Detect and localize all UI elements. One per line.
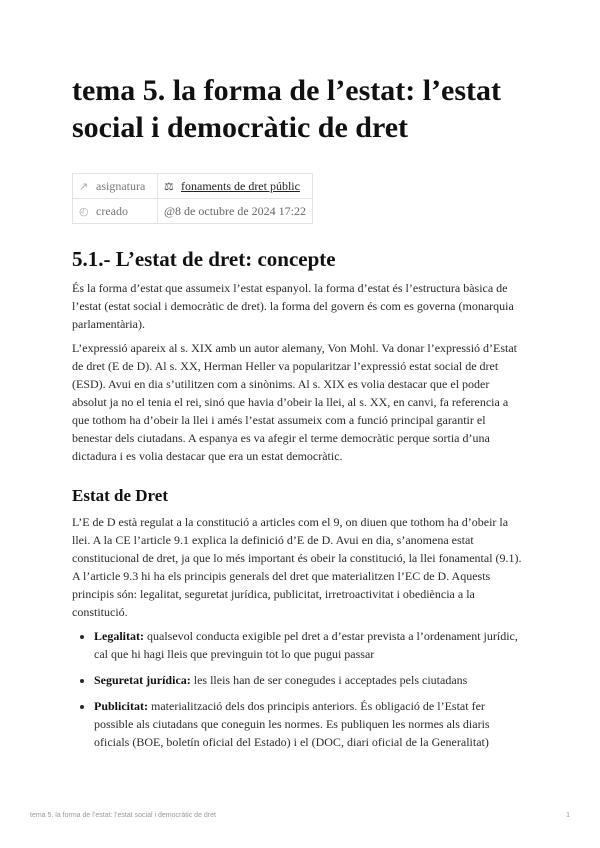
property-row-subject <box>73 174 313 199</box>
list-item-text: materialització dels dos principis anteriors. És obligació de l’Estat fer possible als ciutadans que coneguin les normes. Es publiquen les normes als diaris oficials (BOE, boletín oficial del Estado) i el (DOC, diari oficial de la Generalitat) <box>94 699 490 749</box>
property-value-cell <box>158 174 313 199</box>
list-item-term: Legalitat: <box>94 629 144 643</box>
paragraph: És la forma d’estat que assumeix l’estat espanyol. la forma d’estat és l’estructura bàsica de l’estat (estat social i democràtic de dret). la forma del govern és com es governa (monarquia parlamentària). <box>72 281 514 331</box>
paragraph: L’expressió apareix al s. XIX amb un autor alemany, Von Mohl. Va donar l’expressió d’Estat de dret (E de D). Al s. XX, Herman Heller va popularitzar l’expressió estat social de dret (ESD). Avui en dia s’utilitzen com a sinònims. Al s. XIX es volia destacar que el poder absolut ja no el tenia el rei, sinó que havia d’obeir la llei, al s. XX, en canvi, fa referencia a que tothom ha d’obeir la llei i amés l’estat assumeix com a funció principal garantir el benestar dels ciutadans. A espanya es va afegir el terme democràtic perque sortia d’una dictadura i es volia destacar que era un estat democràtic. <box>72 341 518 463</box>
clock-icon: ◴ <box>79 205 89 218</box>
list-item <box>94 697 524 751</box>
list-item-text: les lleis han de ser conegudes i acceptades pels ciutadans <box>190 673 468 687</box>
created-value: @8 de octubre de 2024 17:22 <box>158 199 313 224</box>
scales-icon: ⚖ <box>164 180 174 193</box>
property-label-cell <box>73 199 158 224</box>
property-row-created <box>73 199 313 224</box>
section-heading-concept: 5.1.- L’estat de dret: concepte <box>72 247 336 271</box>
list-item-term: Publicitat: <box>94 699 148 713</box>
principles-list <box>72 627 524 751</box>
footer-title: tema 5. la forma de l’estat: l’estat social i democràtic de dret <box>30 812 216 819</box>
list-item-text: qualsevol conducta exigible pel dret a d’estar prevista a l’ordenament jurídic, cal que hi hagi lleis que previnguin tot lo que pugui passar <box>94 629 518 661</box>
document-page <box>72 72 524 759</box>
page-footer <box>30 812 570 819</box>
section-heading-estat-de-dret: Estat de Dret <box>72 486 168 505</box>
list-item <box>94 671 524 689</box>
properties-table <box>72 173 313 224</box>
property-label-cell <box>73 174 158 199</box>
paragraph: L’E de D està regulat a la constitució a articles com el 9, on diuen que tothom ha d’obeir la llei. A la CE l’article 9.1 explica la definició d’E de D. Avui en dia, s’anomena estat constitucional de dret, ja que lo més important és obeir la constitució, la llei fonamental (9.1). A l’article 9.3 hi ha els principis generals del dret que materialitzen l’EC de D. Aquests principis són: legalitat, seguretat jurídica, publicitat, irretroactivitat i obediència a la constitució. <box>72 515 522 619</box>
list-item <box>94 627 524 663</box>
page-title: tema 5. la forma de l’estat: l’estat social i democràtic de dret <box>72 74 502 144</box>
subject-label: asignatura <box>96 178 146 193</box>
subject-link[interactable]: fonaments de dret públic <box>181 178 300 193</box>
arrow-up-right-icon: ↗ <box>79 180 89 193</box>
created-label: creado <box>96 203 128 218</box>
list-item-term: Seguretat jurídica: <box>94 673 191 687</box>
page-number: 1 <box>566 812 570 819</box>
